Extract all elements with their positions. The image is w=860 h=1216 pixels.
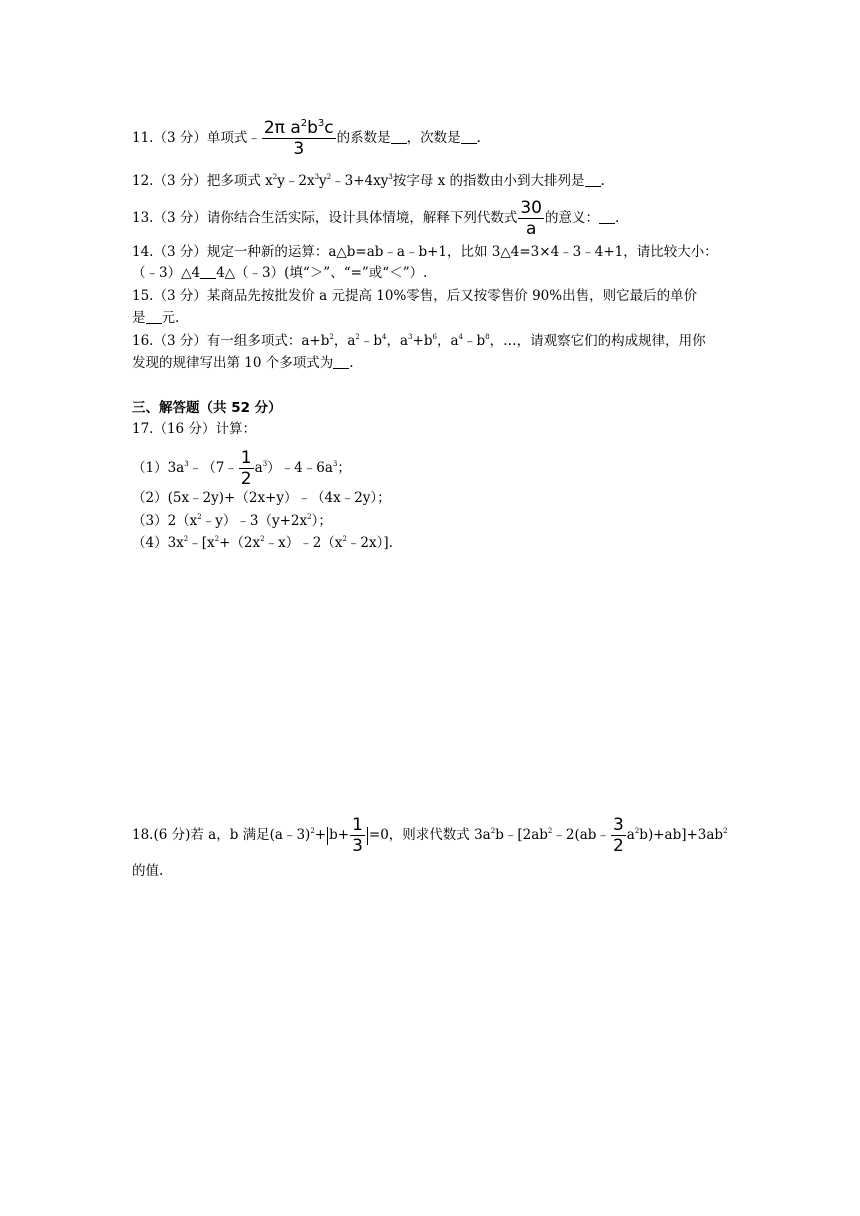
question-13: 13.（3 分）请你结合生活实际，设计具体情境，解释下列代数式 $\frac{30}{a}$ 的意义： . bbox=[132, 198, 620, 239]
answer-blank bbox=[585, 174, 601, 187]
question-11: 11.（3 分）单项式﹣ $\frac{2\pi a^2b^3c}{3}$ 的系数是 ，次数是 . bbox=[132, 118, 481, 159]
absolute-value-bar bbox=[367, 827, 368, 845]
question-18-line2: 的值. bbox=[132, 863, 164, 879]
question-18-line1: 18.(6 分)若 a，b 满足(a﹣3)$^2$+ b+ $\frac{1}{3}$ =0，则求代数式 $3a^2b﹣[2ab^2﹣2(ab﹣$ $\frac{3}{2}$ $a^2b)+ab]+3ab^2$ bbox=[132, 815, 728, 856]
fraction-30-over-a: $\frac{30}{a}$ bbox=[520, 198, 542, 239]
question-17-part-3: $(3)2(x^2﹣y)﹣3(y+2x^2)$； bbox=[132, 513, 332, 529]
fraction-three-halves: $\frac{3}{2}$ bbox=[612, 815, 624, 856]
answer-blank bbox=[599, 211, 615, 224]
fraction-one-third: $\frac{1}{3}$ bbox=[352, 815, 363, 856]
answer-blank bbox=[333, 356, 349, 369]
question-14-line2: （﹣3）△4 4△（﹣3）(填“＞”、“=”或“＜”）. bbox=[132, 265, 428, 281]
question-17-part-4: $(4)3x^2﹣[x^2+(2x^2﹣x)﹣2(x^2﹣2x)]$. bbox=[132, 535, 393, 551]
question-16-line1: 16.（3 分）有一组多项式：$a+b^2$，$a^2﹣b^4$，$a^3+b^6$，$a^4﹣b^8$，…，请观察它们的构成规律，用你 bbox=[132, 333, 706, 349]
answer-blank bbox=[391, 131, 407, 144]
question-15-line2: 是 元. bbox=[132, 310, 180, 326]
absolute-value-bar bbox=[327, 827, 328, 845]
question-17-title: 17.（16 分）计算： bbox=[132, 421, 256, 437]
question-12: 12.（3 分）把多项式 $x^2y﹣2x^3y^2﹣3+4xy^3$按字母 x 的指数由小到大排列是 . bbox=[132, 173, 605, 189]
question-16-line2: 发现的规律写出第 10 个多项式为 . bbox=[132, 355, 354, 371]
monomial-fraction: $\frac{2\pi a^2b^3c}{3}$ bbox=[263, 118, 334, 159]
answer-blank bbox=[461, 131, 477, 144]
question-14-line1: 14.（3 分）规定一种新的运算：a△b=ab﹣a﹣b+1，比如 3△4=3×4﹣3﹣4+1，请比较大小： bbox=[132, 244, 718, 260]
section-3-heading: 三、解答题（共 52 分） bbox=[132, 400, 282, 416]
answer-blank bbox=[200, 266, 216, 279]
question-15-line1: 15.（3 分）某商品先按批发价 a 元提高 10%零售，后又按零售价 90%出售，则它最后的单价 bbox=[132, 288, 698, 304]
question-17-part-1: $(1)3a^3﹣(7﹣$ $\frac{1}{2}$ $a^3)﹣4﹣6a^3$； bbox=[132, 448, 351, 489]
answer-blank bbox=[146, 311, 162, 324]
question-17-part-2: （2）(5x﹣2y)+（2x+y）﹣（4x﹣2y）； bbox=[132, 490, 391, 506]
fraction-one-half: $\frac{1}{2}$ bbox=[240, 448, 252, 489]
